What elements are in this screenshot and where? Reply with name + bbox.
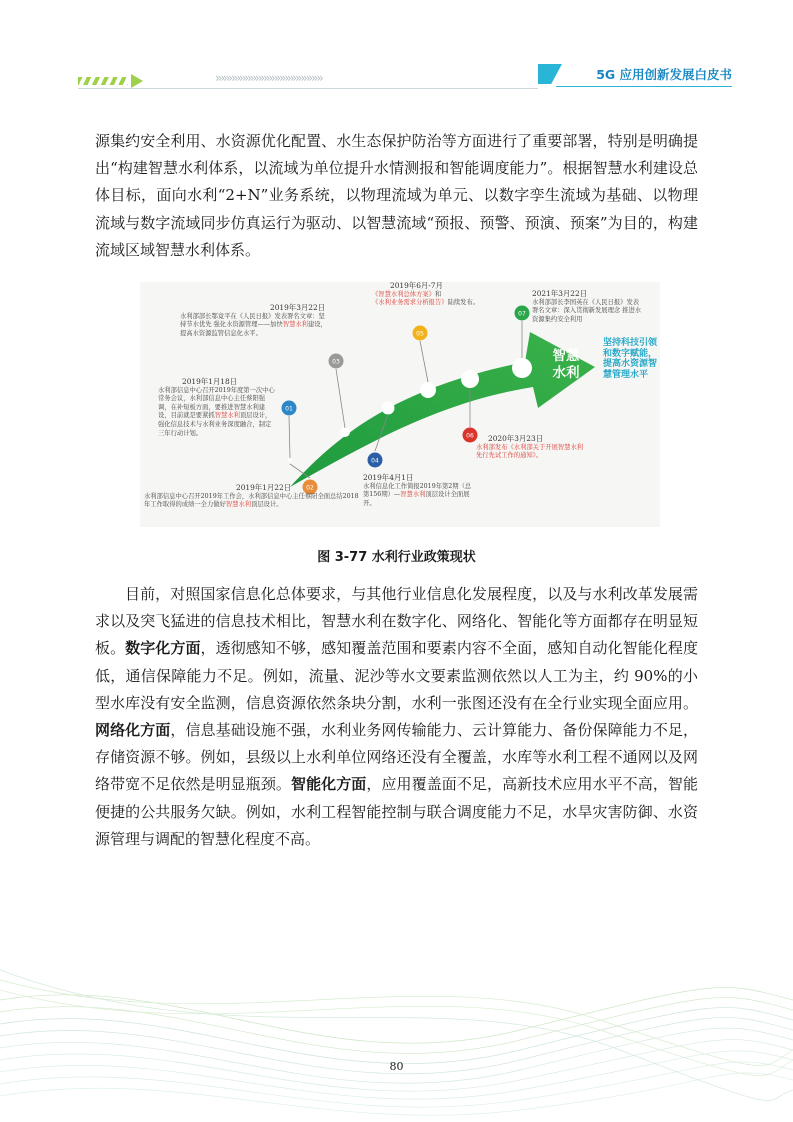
annotation-06-highlight: 水利部发布《水利部关于开展智慧水利先行先试工作的通知》。 [476,443,584,460]
figure-slogan: 坚持科技引领和数字赋能，提高水资源智慧管理水平 [603,338,658,380]
annotation-02-highlight: 智慧水利 [225,501,252,509]
node-02-label: 02 [306,484,314,492]
annotation-05-text-end: 陆续发布。 [447,299,480,307]
header-rule [78,88,538,89]
body-paragraph-2 [95,581,698,853]
annotation-02 [144,484,364,510]
annotation-07-date: 2021年3月22日 [532,289,588,298]
arrow-label [544,348,588,382]
node-04 [368,453,383,468]
node-05 [413,326,428,341]
annotation-07 [532,290,644,324]
page-header [0,60,793,100]
annotation-04-date: 2019年4月1日 [363,473,414,482]
annotation-01-date: 2019年1月18日 [182,377,238,386]
annotation-05-highlight-2: 《水利业务需求分析报告》 [372,299,448,307]
node-01 [282,401,297,416]
arrow-label-line1: 智慧 [552,348,580,364]
page-number: 80 [389,1060,404,1073]
figure-caption: 图 3-77 水利行业政策现状 [317,550,476,565]
paragraph-2-digitalization: ，透彻感知不够，感知覆盖范围和要素内容不全面，感知自动化智能化程度低，通信保障能力不足。例如，流量、泥沙等水文要素监测依然以人工为主，约 90%的小型水库没有安全监测，信息资源依然条块分割，水利一张图还没有在全行业实现全面应用。 [95,639,698,712]
annotation-01-text-end: 顶层设计，强化信息技术与水利业务深度融合，制定三年行动计划。 [158,412,272,437]
paragraph-2-intelligence: ，应用覆盖面不足，高新技术应用水平不高，智能便捷的公共服务欠缺。例如，水利工程智能控制与联合调度能力不足，水旱灾害防御、水资源管理与调配的智慧化程度不高。 [95,775,698,848]
annotation-02-text-end: 顶层设计。 [251,501,283,509]
node-06-label: 06 [466,432,474,440]
paragraph-2-intro: 目前，对照国家信息化总体要求，与其他行业信息化发展程度，以及与水利改革发展需求以及突飞猛进的信息技术相比，智慧水利在数字化、网络化、智能化等方面都存在明显短板。 [95,585,698,658]
node-03-label: 03 [332,358,340,366]
annotation-05-text: 和 [434,290,442,298]
bold-term-networking: 网络化方面 [95,721,171,740]
arrow-label-line2: 水利 [552,365,580,381]
annotation-03-date: 2019年3月22日 [270,303,326,312]
header-title: 5G 应用创新发展白皮书 [556,64,732,87]
node-03 [329,354,344,369]
annotation-06-date: 2020年3月23日 [488,434,544,443]
node-01-label: 01 [285,405,293,413]
footer-wave-decoration [0,960,793,1122]
annotation-05-highlight-1: 《智慧水利总体方案》 [372,290,435,298]
annotation-01-highlight: 智慧水利 [214,412,240,420]
annotation-04-text: 水利信息化工作简报2019年第2期（总第156期）— [363,482,472,499]
annotation-03-text: 水利部部长鄂竟平在《人民日报》发表署名文章：坚持节水优先 强化水资源管理——加快 [180,312,325,329]
annotation-02-text: 水利部信息中心召开2019年工作会，水利部信息中心主任蔡阳全面总结2018年工作取得的成绩一全力做好 [144,492,359,509]
body-paragraph-1: 源集约安全利用、水资源优化配置、水生态保护防治等方面进行了重要部署，特别是明确提出“构建智慧水利体系，以流域为单位提升水情测报和智能调度能力”。根据智慧水利建设总体目标，面向水利“2+N”业务系统，以物理流域为单元、以数字孪生流域为基础、以物理流域与数字流域同步仿真运行为驱动、以智慧流域“预报、预警、预演、预案”为目的，构建流域区域智慧水利体系。 [95,132,698,259]
node-05-label: 05 [416,330,424,338]
header-triangle-icon [131,74,143,88]
annotation-03 [180,304,328,338]
policy-timeline-figure [140,282,660,527]
annotation-04-highlight: 智慧水利 [400,491,426,499]
annotation-03-text-end: 建设，提高水资源监管信息化水平。 [180,321,327,337]
annotation-05 [372,282,498,308]
annotation-06 [476,435,588,461]
paragraph-2-networking: ，信息基础设施不强，水利业务网传输能力、云计算能力、备份保障能力不足，存储资源不够。例如，县级以上水利单位网络还没有全覆盖，水库等水利工程不通网以及网络带宽不足依然是明显瓶颈。 [95,721,698,794]
annotation-01 [158,378,276,438]
annotation-05-date: 2019年6月-7月 [390,281,443,290]
node-07 [515,306,530,321]
annotation-04-text-end: 顶层设计全面展开。 [363,491,470,507]
bold-term-intelligence: 智能化方面 [291,775,367,794]
annotation-04 [363,474,475,508]
node-04-label: 04 [371,457,379,465]
header-chevrons-decoration: »»»»»»»»»»»»»»»»»»»» [215,71,322,85]
node-07-label: 07 [518,310,526,318]
annotation-03-highlight: 智慧水利 [282,321,308,329]
annotation-07-text: 水利部部长李国英在《人民日报》发表署名文章：深入贯彻新发展理念 推进水资源集约安全利用 [532,298,642,323]
annotation-01-text: 水利部信息中心召开2019年度第一次中心常务会议，水利部信息中心主任蔡阳强调，在补短板方面，要推进智慧水利建设，目前就是要紧抓 [158,386,275,420]
annotation-02-date: 2019年1月22日 [236,483,292,492]
bold-term-digitalization: 数字化方面 [125,639,201,658]
header-stripes-decoration [78,77,128,85]
